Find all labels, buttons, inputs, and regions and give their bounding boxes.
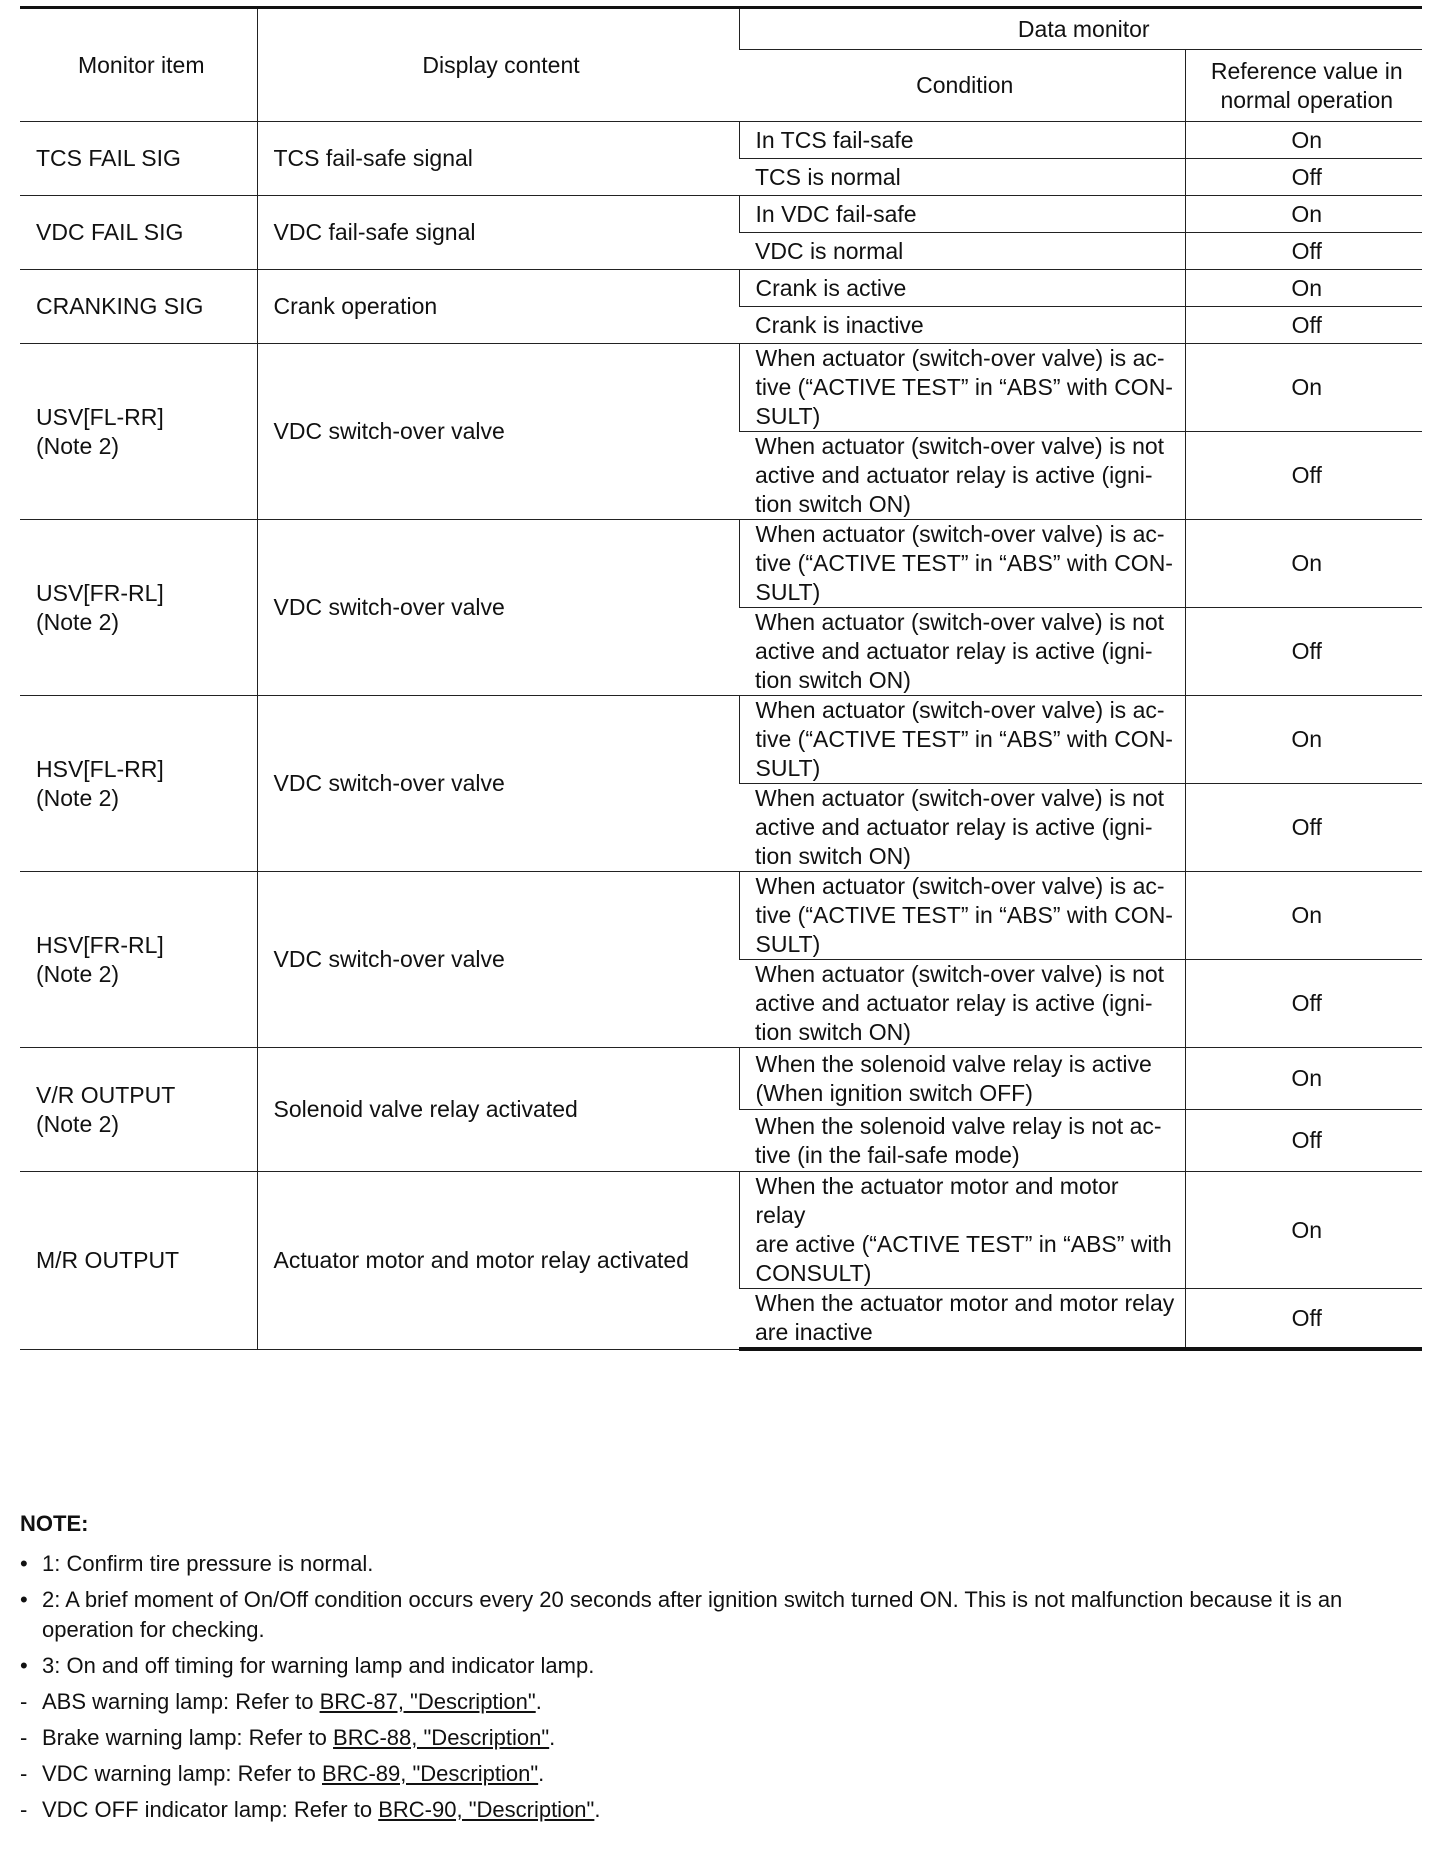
condition-text: SULT) <box>755 403 821 429</box>
notes-lamp-reference-list <box>20 1687 1430 1825</box>
monitor-item-cell <box>20 122 257 196</box>
condition-cell <box>739 432 1185 520</box>
table-row <box>20 1172 1422 1289</box>
condition-cell <box>739 122 1185 159</box>
monitor-item-cell <box>20 1172 257 1350</box>
lamp-reference-period: . <box>535 1689 542 1714</box>
dash-icon: - <box>20 1761 28 1786</box>
lamp-reference-period: . <box>594 1797 601 1822</box>
condition-text: are active (“ACTIVE TEST” in “ABS” with <box>755 1231 1172 1257</box>
condition-text: When the solenoid valve relay is not ac- <box>755 1112 1162 1139</box>
condition-text: CONSULT) <box>755 1260 872 1286</box>
monitor-item-text: (Note 2) <box>36 960 120 987</box>
note-bullet-item <box>20 1549 1430 1579</box>
table-row <box>20 520 1422 608</box>
reference-value-cell: Off <box>1185 608 1422 696</box>
reference-value-cell: Off <box>1185 159 1422 196</box>
lamp-reference-item <box>20 1723 1430 1753</box>
reference-link[interactable]: BRC-90, "Description" <box>378 1797 595 1822</box>
condition-cell <box>739 696 1185 784</box>
monitor-item-text: VDC FAIL SIG <box>36 219 184 245</box>
condition-text: tion switch ON) <box>755 491 911 517</box>
monitor-item-text: (Note 2) <box>36 784 120 811</box>
note-bullet-item <box>20 1651 1430 1681</box>
table-row <box>20 344 1422 432</box>
note-text: operation for checking. <box>42 1617 265 1642</box>
reference-value-cell: Off <box>1185 1289 1422 1350</box>
display-content-cell: Solenoid valve relay activated <box>257 1048 739 1172</box>
monitor-item-cell <box>20 872 257 1048</box>
lamp-reference-text: VDC warning lamp: Refer to <box>42 1761 322 1786</box>
condition-text: tive (“ACTIVE TEST” in “ABS” with CON- <box>755 374 1173 400</box>
monitor-item-cell <box>20 196 257 270</box>
reference-link[interactable]: BRC-88, "Description" <box>333 1725 550 1750</box>
reference-value-cell: On <box>1185 122 1422 159</box>
dash-icon: - <box>20 1689 28 1714</box>
monitor-item-text: HSV[FL-RR] <box>36 755 164 782</box>
table-row <box>20 122 1422 159</box>
data-monitor-table <box>20 6 1422 1351</box>
condition-text: tion switch ON) <box>755 1019 911 1045</box>
monitor-item-text: V/R OUTPUT <box>36 1081 176 1108</box>
note-text: 3: On and off timing for warning lamp and indicator lamp. <box>42 1653 595 1678</box>
reference-value-cell: Off <box>1185 432 1422 520</box>
condition-text: tion switch ON) <box>755 667 911 693</box>
table-row <box>20 1048 1422 1110</box>
condition-text: SULT) <box>755 931 821 957</box>
condition-text: tion switch ON) <box>755 843 911 869</box>
display-content-cell: VDC switch-over valve <box>257 344 739 520</box>
condition-text: tive (in the fail-safe mode) <box>755 1141 1020 1168</box>
condition-text: active and actuator relay is active (igni- <box>755 814 1153 840</box>
reference-value-cell: On <box>1185 1048 1422 1110</box>
monitor-item-cell <box>20 270 257 344</box>
lamp-reference-item <box>20 1795 1430 1825</box>
monitor-item-cell <box>20 696 257 872</box>
data-monitor-sheet <box>20 6 1422 1351</box>
bullet-icon: • <box>20 1587 28 1612</box>
header-monitor-item: Monitor item <box>20 8 257 122</box>
condition-text: When the actuator motor and motor relay <box>755 1173 1119 1228</box>
notes-bullet-list <box>20 1549 1430 1681</box>
condition-text: active and actuator relay is active (igni- <box>755 462 1153 488</box>
condition-text: When actuator (switch-over valve) is ac- <box>755 873 1165 899</box>
display-content-cell: TCS fail-safe signal <box>257 122 739 196</box>
note-text: 2: A brief moment of On/Off condition occurs every 20 seconds after ignition switch turned ON. This is not malfunction because it is an <box>42 1587 1343 1612</box>
bullet-icon: • <box>20 1653 28 1678</box>
header-reference-value: Reference value in normal operation <box>1185 50 1422 122</box>
condition-cell <box>739 344 1185 432</box>
monitor-item-text: (Note 2) <box>36 608 120 635</box>
notes-section <box>20 1509 1430 1831</box>
note-bullet-item <box>20 1585 1430 1645</box>
condition-cell <box>739 520 1185 608</box>
condition-cell <box>739 159 1185 196</box>
notes-title: NOTE: <box>20 1511 89 1536</box>
reference-value-cell: Off <box>1185 960 1422 1048</box>
reference-value-cell: On <box>1185 872 1422 960</box>
lamp-reference-text: Brake warning lamp: Refer to <box>42 1725 334 1750</box>
reference-value-cell: Off <box>1185 233 1422 270</box>
dash-icon: - <box>20 1725 28 1750</box>
condition-text: tive (“ACTIVE TEST” in “ABS” with CON- <box>755 726 1173 752</box>
display-content-cell: VDC fail-safe signal <box>257 196 739 270</box>
condition-cell <box>739 233 1185 270</box>
condition-text: SULT) <box>755 579 821 605</box>
reference-value-cell: On <box>1185 520 1422 608</box>
condition-cell <box>739 872 1185 960</box>
monitor-item-cell <box>20 1048 257 1172</box>
bullet-icon: • <box>20 1551 28 1576</box>
condition-text: When actuator (switch-over valve) is ac- <box>755 521 1165 547</box>
lamp-reference-period: . <box>549 1725 556 1750</box>
reference-value-cell: On <box>1185 344 1422 432</box>
condition-text: When actuator (switch-over valve) is not <box>755 961 1165 987</box>
reference-value-cell: On <box>1185 270 1422 307</box>
condition-cell <box>739 196 1185 233</box>
reference-value-cell: On <box>1185 696 1422 784</box>
table-body <box>20 122 1422 1350</box>
display-content-cell: Crank operation <box>257 270 739 344</box>
condition-text: are inactive <box>755 1319 873 1345</box>
lamp-reference-item <box>20 1687 1430 1717</box>
header-condition: Condition <box>739 50 1185 122</box>
monitor-item-cell <box>20 520 257 696</box>
reference-value-cell: On <box>1185 1172 1422 1289</box>
condition-text: When the solenoid valve relay is active <box>755 1050 1152 1077</box>
condition-cell <box>739 270 1185 307</box>
header-display-content: Display content <box>257 8 739 122</box>
condition-cell <box>739 960 1185 1048</box>
condition-text: When actuator (switch-over valve) is not <box>755 433 1165 459</box>
condition-text: Crank is active <box>755 274 907 301</box>
reference-link[interactable]: BRC-87, "Description" <box>319 1689 536 1714</box>
condition-text: When actuator (switch-over valve) is not <box>755 785 1165 811</box>
display-content-cell: VDC switch-over valve <box>257 872 739 1048</box>
display-content-cell: Actuator motor and motor relay activated <box>257 1172 739 1350</box>
condition-text: (When ignition switch OFF) <box>755 1079 1033 1106</box>
header-data-monitor: Data monitor <box>739 8 1422 50</box>
monitor-item-text: (Note 2) <box>36 1110 120 1137</box>
display-content-cell: VDC switch-over valve <box>257 520 739 696</box>
monitor-item-cell <box>20 344 257 520</box>
dash-icon: - <box>20 1797 28 1822</box>
table-row <box>20 196 1422 233</box>
monitor-item-text: (Note 2) <box>36 432 120 459</box>
condition-text: When actuator (switch-over valve) is ac- <box>755 345 1165 371</box>
monitor-item-text: TCS FAIL SIG <box>36 145 181 171</box>
condition-cell <box>739 1110 1185 1172</box>
condition-text: active and actuator relay is active (igni- <box>755 638 1153 664</box>
monitor-item-text: USV[FL-RR] <box>36 403 164 430</box>
lamp-reference-period: . <box>538 1761 545 1786</box>
condition-text: When the actuator motor and motor relay <box>755 1290 1175 1316</box>
table-row <box>20 270 1422 307</box>
condition-text: active and actuator relay is active (igni- <box>755 990 1153 1016</box>
lamp-reference-text: ABS warning lamp: Refer to <box>42 1689 320 1714</box>
reference-value-cell: Off <box>1185 307 1422 344</box>
reference-value-cell: On <box>1185 196 1422 233</box>
monitor-item-text: HSV[FR-RL] <box>36 931 164 958</box>
condition-cell <box>739 1172 1185 1289</box>
condition-text: SULT) <box>755 755 821 781</box>
reference-link[interactable]: BRC-89, "Description" <box>322 1761 539 1786</box>
condition-cell <box>739 784 1185 872</box>
note-text: 1: Confirm tire pressure is normal. <box>42 1551 374 1576</box>
condition-text: Crank is inactive <box>755 311 924 338</box>
monitor-item-text: CRANKING SIG <box>36 293 204 319</box>
condition-text: tive (“ACTIVE TEST” in “ABS” with CON- <box>755 902 1173 928</box>
reference-value-cell: Off <box>1185 784 1422 872</box>
condition-text: In VDC fail-safe <box>755 200 917 227</box>
monitor-item-text: M/R OUTPUT <box>36 1246 180 1273</box>
condition-text: When actuator (switch-over valve) is ac- <box>755 697 1165 723</box>
table-header <box>20 8 1422 122</box>
condition-cell <box>739 1048 1185 1110</box>
monitor-item-text: USV[FR-RL] <box>36 579 164 606</box>
reference-value-cell: Off <box>1185 1110 1422 1172</box>
condition-text: VDC is normal <box>755 237 904 264</box>
condition-text: In TCS fail-safe <box>755 126 914 153</box>
condition-text: When actuator (switch-over valve) is not <box>755 609 1165 635</box>
table-row <box>20 872 1422 960</box>
lamp-reference-item <box>20 1759 1430 1789</box>
condition-text: tive (“ACTIVE TEST” in “ABS” with CON- <box>755 550 1173 576</box>
table-row <box>20 696 1422 784</box>
condition-cell <box>739 307 1185 344</box>
lamp-reference-text: VDC OFF indicator lamp: Refer to <box>42 1797 379 1822</box>
condition-text: TCS is normal <box>755 163 901 190</box>
display-content-cell: VDC switch-over valve <box>257 696 739 872</box>
condition-cell <box>739 1289 1185 1350</box>
condition-cell <box>739 608 1185 696</box>
